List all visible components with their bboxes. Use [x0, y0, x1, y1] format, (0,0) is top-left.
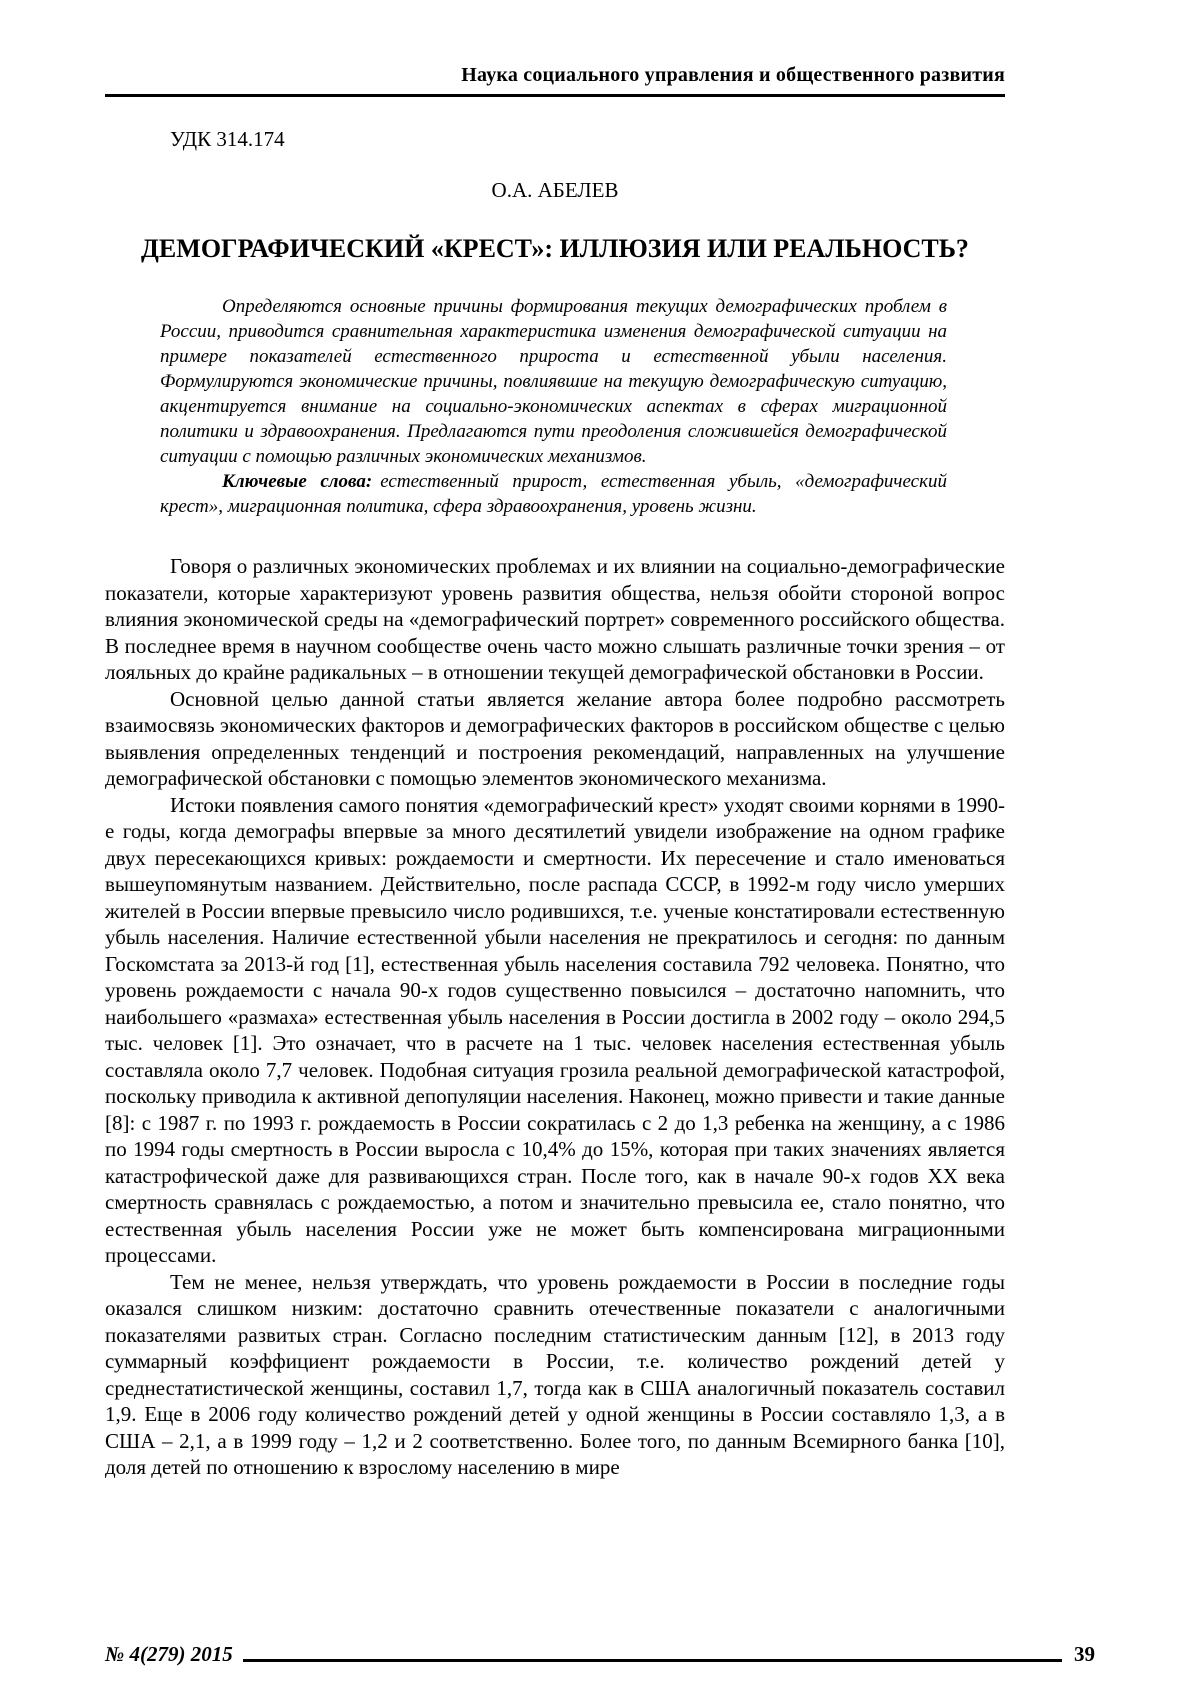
- issue-label: № 4(279) 2015: [105, 1642, 233, 1666]
- abstract-block: [105, 294, 1005, 519]
- page-footer: [105, 1642, 1095, 1667]
- udc-code: УДК 314.174: [170, 127, 285, 151]
- page-number: 39: [1074, 1642, 1095, 1666]
- keywords-line: [160, 469, 947, 519]
- running-head: [105, 64, 1005, 97]
- article-title: ДЕМОГРАФИЧЕСКИЙ «КРЕСТ»: ИЛЛЮЗИЯ ИЛИ РЕАЛЬНОСТЬ?: [141, 234, 969, 263]
- body-paragraph-1: Говоря о различных экономических проблемах и их влиянии на социально-демографические показатели, которые характеризуют уровень развития общества, нельзя обойти стороной вопрос влияния экономической среды на «демографический портрет» современного российского общества. В последнее время в научном сообществе очень часто можно слышать различные точки зрения – от лояльных до крайне радикальных – в отношении текущей демографической обстановки в России.: [105, 554, 1005, 685]
- body-paragraph-3: Истоки появления самого понятия «демографический крест» уходят своими корнями в 1990-е годы, когда демографы впервые за много десятилетий увидели изображение на одном графике двух пересекающихся кривых: рождаемости и смертности. Их пересечение и стало именоваться вышеупомянутым названием. Действительно, после распада СССР, в 1992-м году число умерших жителей в России впервые превысило число родившихся, т.е. ученые констатировали естественную убыль населения. Наличие естественной убыли населения не прекратилось и сегодня: по данным Госкомстата за 2013-й год [1], естественная убыль населения составила 792 человека. Понятно, что уровень рождаемости с начала 90-х годов существенно повысился – достаточно напомнить, что наибольшего «размаха» естественная убыль населения в России достигла в 2002 году – около 294,5 тыс. человек [1]. Это означает, что в расчете на 1 тыс. человек населения естественная убыль составляла около 7,7 человек. Подобная ситуация грозила реальной демографической катастрофой, поскольку приводила к активной депопуляции населения. Наконец, можно привести и такие данные [8]: с 1987 г. по 1993 г. рождаемость в России сократилась с 2 до 1,3 ребенка на женщину, а с 1986 по 1994 годы смертность в России выросла с 10,4% до 15%, которая при таких значениях является катастрофической даже для развивающихся стран. После того, как в начале 90-х годов XX века смертность сравнялась с рождаемостью, а потом и значительно превысила ее, стало понятно, что естественная убыль населения России уже не может быть компенсирована миграционными процессами.: [105, 792, 1005, 1268]
- body-paragraph-2: Основной целью данной статьи является желание автора более подробно рассмотреть взаимосвязь экономических факторов и демографических факторов в российском обществе с целью выявления определенных тенденций и построения рекомендаций, направленных на улучшение демографической обстановки с помощью элементов экономического механизма.: [105, 686, 1005, 791]
- footer-rule: [243, 1659, 1062, 1662]
- article-body: [105, 553, 1005, 1481]
- body-paragraph-4: Тем не менее, нельзя утверждать, что уровень рождаемости в России в последние годы оказался слишком низким: достаточно сравнить отечественные показатели с аналогичными показателями развитых стран. Согласно последним статистическим данным [12], в 2013 году суммарный коэффициент рождаемости в России, т.е. количество рождений детей у среднестатистической женщины, составил 1,7, тогда как в США аналогичный показатель составил 1,9. Еще в 2006 году количество рождений детей у одной женщины в России составляло 1,3, а в США – 2,1, а в 1999 году – 1,2 и 2 соответственно. Более того, по данным Всемирного банка [10], доля детей по отношению к взрослому населению в мире: [105, 1269, 1005, 1480]
- journal-section-title: Наука социального управления и общественного развития: [461, 64, 1005, 86]
- author-name: О.А. АБЕЛЕВ: [491, 178, 619, 202]
- abstract-text: Определяются основные причины формирования текущих демографических проблем в России, приводится сравнительная характеристика изменения демографической ситуации на примере показателей естественного прироста и естественной убыли населения. Формулируются экономические причины, повлиявшие на текущую демографическую ситуацию, акцентируется внимание на социально-экономических аспектах в сферах миграционной политики и здравоохранения. Предлагаются пути преодоления сложившейся демографической ситуации с помощью различных экономических механизмов.: [160, 296, 947, 468]
- keywords-label: Ключевые слова:: [222, 471, 373, 493]
- keywords-text: естественный прирост, естественная убыль, «демографический крест», миграционная политика, сфера здравоохранения, уровень жизни.: [160, 471, 947, 518]
